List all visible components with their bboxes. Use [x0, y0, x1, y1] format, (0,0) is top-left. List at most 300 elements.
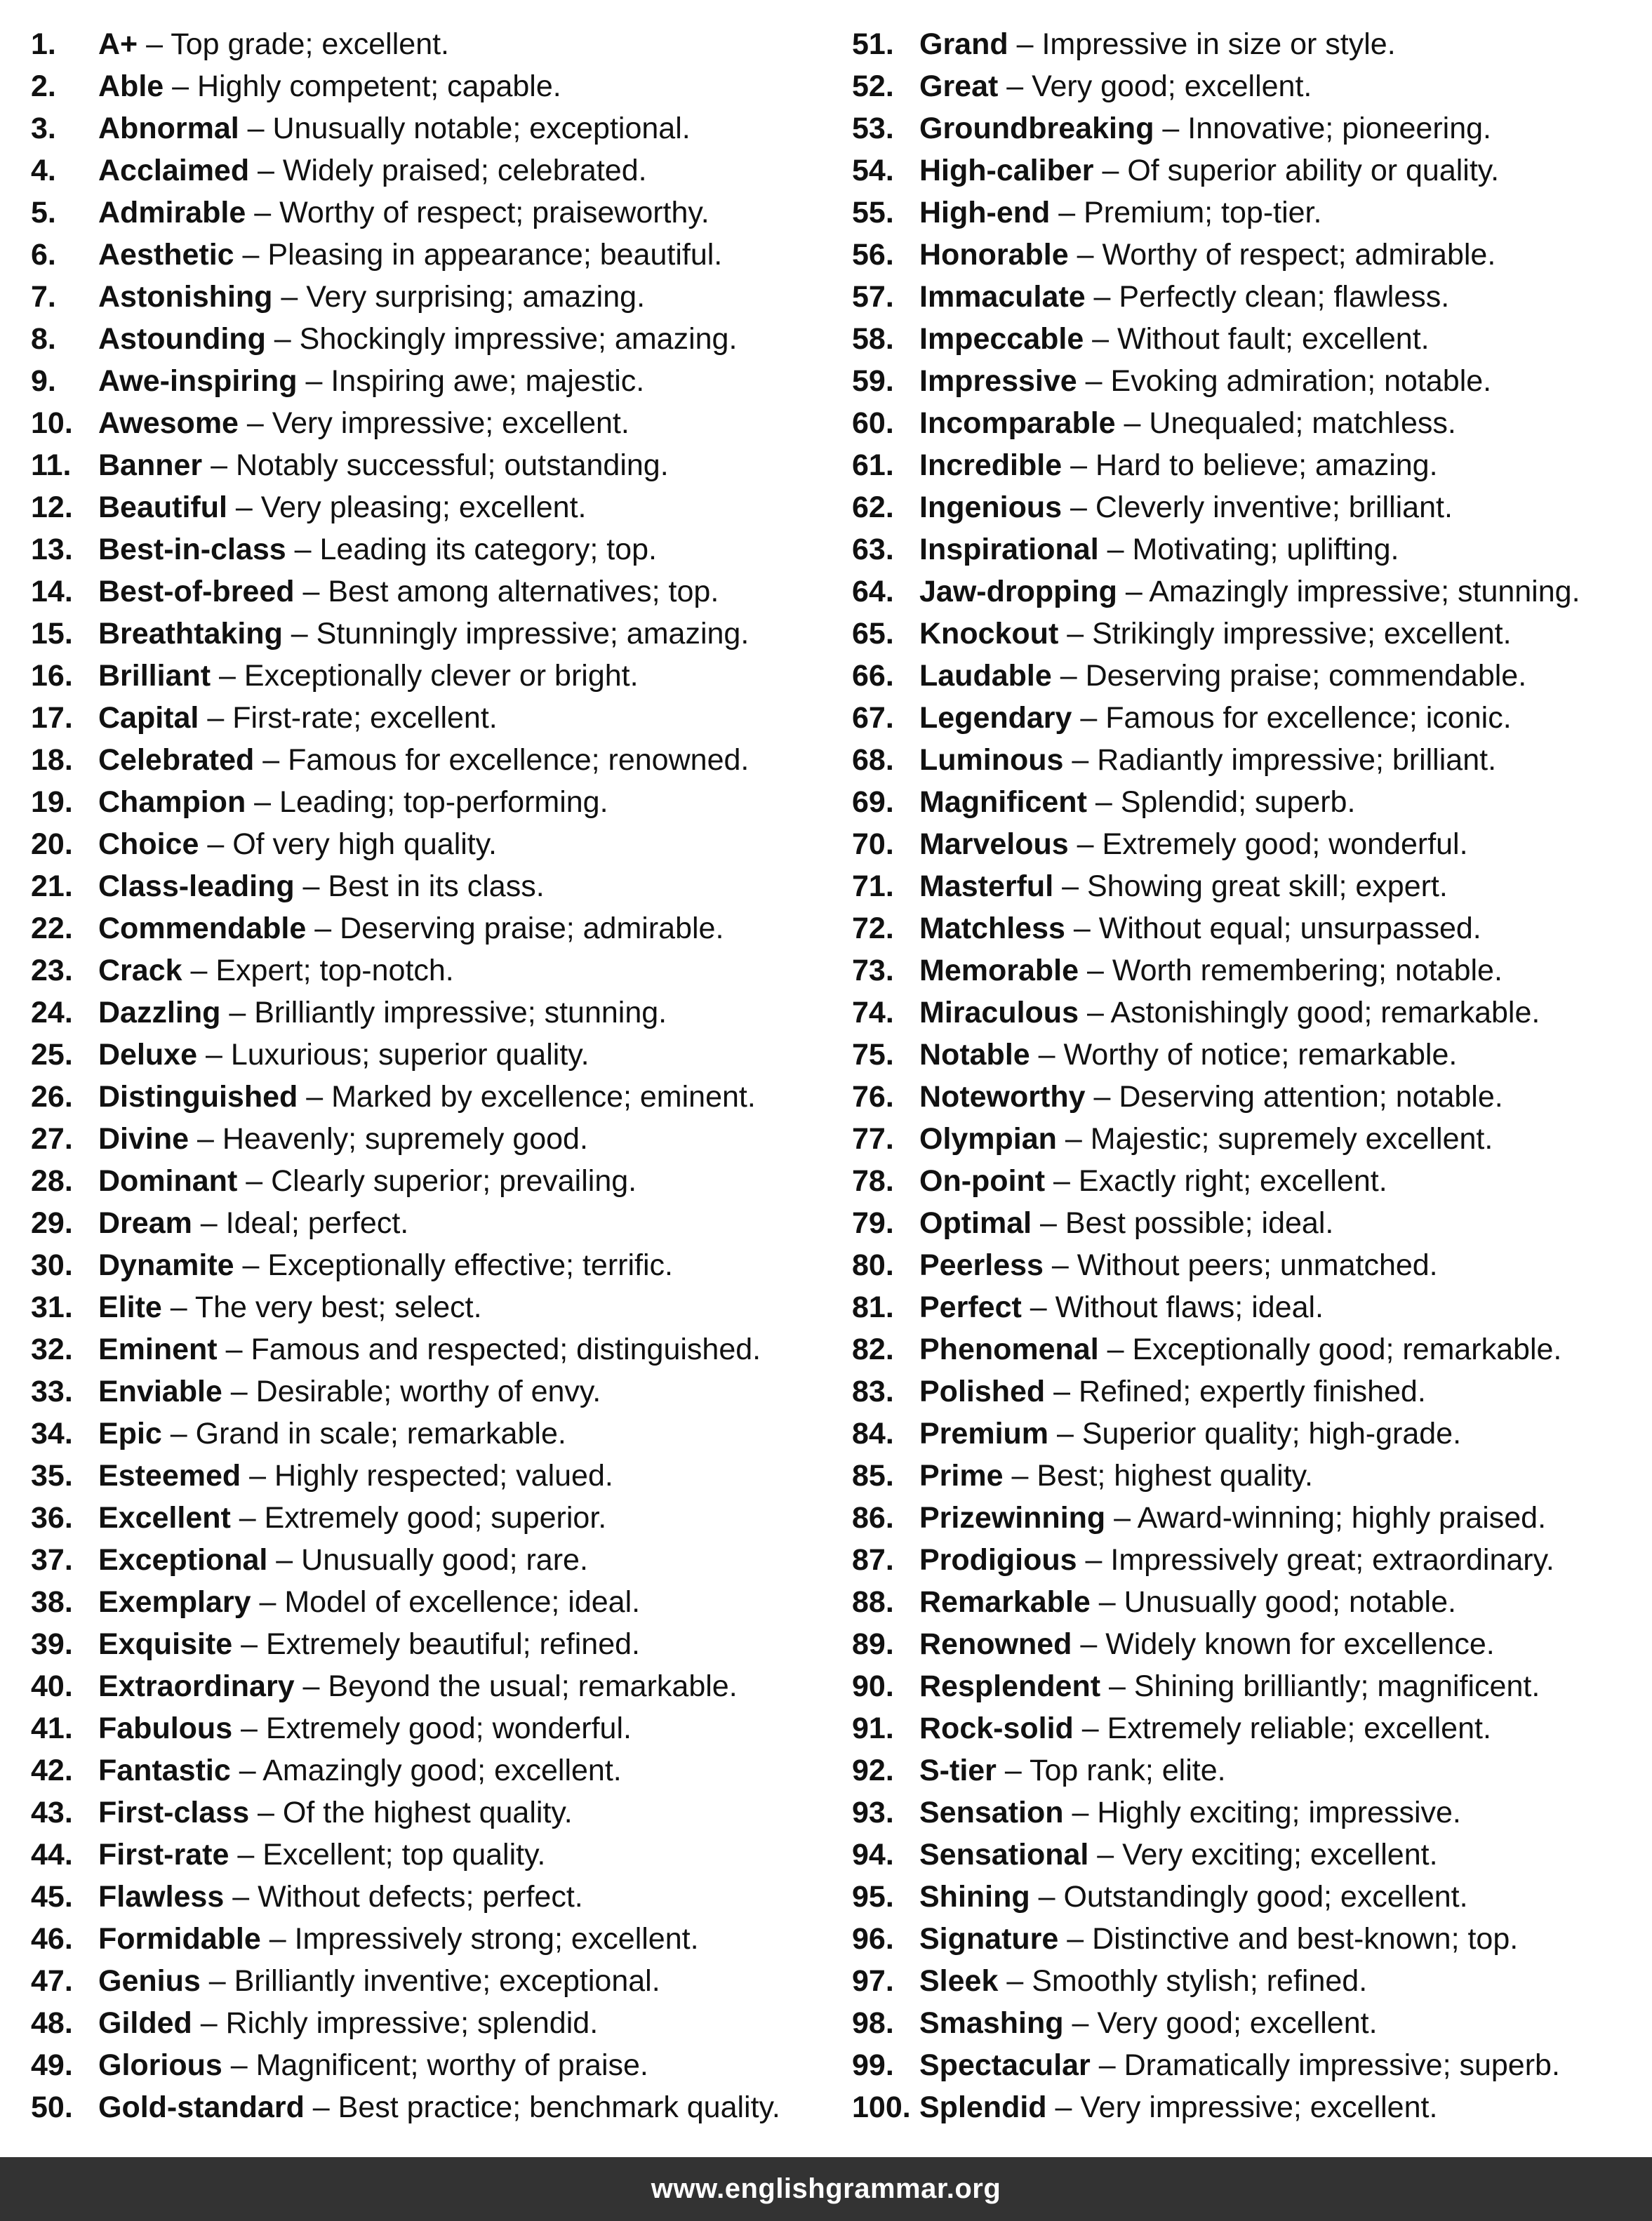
item-definition: Superior quality; high-grade. [1081, 1417, 1462, 1450]
item-separator: – [1084, 322, 1118, 356]
item-text [98, 823, 497, 865]
list-item [852, 65, 1638, 107]
item-separator: – [1117, 575, 1150, 608]
item-text [98, 107, 691, 149]
item-definition: Distinctive and best-known; top. [1092, 1922, 1519, 1956]
item-separator: – [229, 1838, 263, 1872]
item-definition: Very pleasing; excellent. [260, 491, 587, 524]
item-separator: – [282, 617, 317, 651]
item-text [919, 655, 1526, 697]
item-definition: Famous for excellence; iconic. [1105, 701, 1512, 735]
item-number: 5. [31, 196, 56, 229]
list-item [31, 2002, 852, 2044]
item-word: Formidable [98, 1922, 261, 1956]
item-number: 20. [31, 827, 73, 861]
item-number: 32. [31, 1333, 73, 1366]
item-word: High-caliber [919, 154, 1094, 187]
list-item [31, 865, 852, 907]
item-word: Brilliant [98, 659, 211, 693]
item-definition: Very good; excellent. [1032, 69, 1312, 103]
list-item [31, 318, 852, 360]
item-separator: – [161, 1417, 196, 1450]
item-text [919, 1118, 1493, 1160]
item-definition: Marked by excellence; eminent. [331, 1080, 756, 1114]
item-separator: – [1045, 1375, 1079, 1408]
item-word: Incomparable [919, 406, 1116, 440]
item-word: Epic [98, 1417, 162, 1450]
list-item [31, 1918, 852, 1960]
item-number: 17. [31, 701, 73, 735]
item-word: Abnormal [98, 112, 239, 145]
item-number: 26. [31, 1080, 73, 1114]
item-definition: Extremely reliable; excellent. [1107, 1712, 1491, 1745]
item-number: 58. [852, 322, 894, 356]
item-separator: – [1030, 1880, 1064, 1914]
item-word: Beautiful [98, 491, 227, 524]
item-definition: Best in its class. [328, 869, 545, 903]
website-link[interactable]: www.englishgrammar.org [651, 2173, 1001, 2204]
item-separator: – [197, 1038, 231, 1072]
item-number: 24. [31, 996, 73, 1029]
item-separator: – [1008, 27, 1042, 61]
item-text [919, 318, 1430, 360]
item-word: Best-in-class [98, 533, 286, 566]
item-text [98, 655, 639, 697]
item-definition: Award-winning; highly praised. [1137, 1501, 1547, 1535]
item-text [919, 739, 1496, 781]
item-number: 97. [852, 1964, 894, 1998]
list-item [852, 1539, 1638, 1581]
item-number: 25. [31, 1038, 73, 1072]
list-item [31, 1286, 852, 1328]
item-definition: Leading; top-performing. [279, 785, 608, 819]
item-number: 78. [852, 1164, 894, 1198]
item-separator: – [306, 912, 340, 945]
item-definition: Best among alternatives; top. [328, 575, 719, 608]
item-word: Admirable [98, 196, 246, 229]
item-separator: – [294, 869, 328, 903]
item-separator: – [1098, 533, 1133, 566]
item-word: Great [919, 69, 999, 103]
item-number: 61. [852, 448, 894, 482]
list-item [852, 992, 1638, 1034]
item-word: Polished [919, 1375, 1046, 1408]
item-number: 72. [852, 912, 894, 945]
item-text [919, 865, 1448, 907]
item-definition: Shining brilliantly; magnificent. [1133, 1669, 1540, 1703]
item-word: Impressive [919, 364, 1077, 398]
item-separator: – [286, 533, 320, 566]
item-definition: Of the highest quality. [282, 1796, 573, 1829]
item-text [98, 1539, 588, 1581]
item-word: Celebrated [98, 743, 255, 777]
item-separator: – [200, 1964, 234, 1998]
item-number: 2. [31, 69, 56, 103]
item-text [98, 2086, 780, 2128]
item-number: 49. [31, 2048, 73, 2082]
item-text [98, 1749, 622, 1792]
item-definition: Brilliantly impressive; stunning. [254, 996, 667, 1029]
item-number: 52. [852, 69, 894, 103]
item-text [919, 1455, 1313, 1497]
item-text [919, 1876, 1468, 1918]
item-definition: Deserving attention; notable. [1119, 1080, 1503, 1114]
item-word: Peerless [919, 1248, 1044, 1282]
item-definition: Impressively great; extraordinary. [1110, 1543, 1554, 1577]
item-word: Noteworthy [919, 1080, 1086, 1114]
item-word: Phenomenal [919, 1333, 1099, 1366]
item-text [98, 360, 644, 402]
item-separator: – [1050, 196, 1084, 229]
item-number: 64. [852, 575, 894, 608]
item-number: 41. [31, 1712, 73, 1745]
list-item [852, 1034, 1638, 1076]
item-word: Grand [919, 27, 1008, 61]
item-text [919, 697, 1512, 739]
item-definition: Richly impressive; splendid. [225, 2006, 599, 2040]
item-separator: – [1073, 1712, 1107, 1745]
item-text [919, 1076, 1503, 1118]
item-word: Dynamite [98, 1248, 234, 1282]
item-separator: – [1068, 827, 1103, 861]
item-word: Astonishing [98, 280, 273, 314]
item-definition: Amazingly impressive; stunning. [1149, 575, 1580, 608]
item-text [919, 1960, 1367, 2002]
footer-bar [0, 2157, 1652, 2221]
item-word: Impeccable [919, 322, 1084, 356]
list-item [31, 1034, 852, 1076]
item-number: 53. [852, 112, 894, 145]
item-separator: – [251, 1585, 285, 1619]
list-item [31, 781, 852, 823]
item-number: 16. [31, 659, 73, 693]
item-word: Remarkable [919, 1585, 1091, 1619]
item-number: 100. [852, 2090, 911, 2124]
item-separator: – [1085, 1080, 1119, 1114]
list-item [852, 1286, 1638, 1328]
item-definition: Top rank; elite. [1029, 1754, 1226, 1787]
list-item [852, 1834, 1638, 1876]
list-item [31, 739, 852, 781]
list-item [852, 1876, 1638, 1918]
item-separator: – [164, 69, 197, 103]
item-definition: Motivating; uplifting. [1132, 533, 1399, 566]
item-definition: Of superior ability or quality. [1127, 154, 1500, 187]
list-item [852, 402, 1638, 444]
item-separator: – [1090, 1585, 1124, 1619]
item-word: Choice [98, 827, 199, 861]
item-word: Excellent [98, 1501, 231, 1535]
item-word: On-point [919, 1164, 1046, 1198]
item-text [98, 402, 630, 444]
item-separator: – [249, 154, 283, 187]
item-word: Premium [919, 1417, 1049, 1450]
item-number: 66. [852, 659, 894, 693]
item-number: 39. [31, 1627, 73, 1661]
item-definition: Astonishingly good; remarkable. [1110, 996, 1540, 1029]
list-item [852, 318, 1638, 360]
item-separator: – [1021, 1290, 1055, 1324]
item-word: Ingenious [919, 491, 1063, 524]
item-definition: Very impressive; excellent. [272, 406, 630, 440]
item-text [919, 1244, 1438, 1286]
item-text [98, 486, 587, 528]
item-number: 40. [31, 1669, 73, 1703]
item-text [98, 1328, 761, 1370]
list-item [852, 486, 1638, 528]
item-word: Dominant [98, 1164, 238, 1198]
list-item [852, 655, 1638, 697]
list-item [852, 739, 1638, 781]
list-item [31, 276, 852, 318]
item-word: Exceptional [98, 1543, 268, 1577]
item-definition: Exceptionally effective; terrific. [267, 1248, 673, 1282]
list-item [31, 1623, 852, 1665]
item-word: Olympian [919, 1122, 1057, 1156]
list-item [852, 1792, 1638, 1834]
item-text [98, 1834, 545, 1876]
item-definition: Beyond the usual; remarkable. [328, 1669, 738, 1703]
item-definition: Widely praised; celebrated. [282, 154, 647, 187]
item-number: 87. [852, 1543, 894, 1577]
item-separator: – [1063, 743, 1098, 777]
list-item [852, 1076, 1638, 1118]
item-word: Perfect [919, 1290, 1022, 1324]
list-item [852, 528, 1638, 571]
item-definition: Deserving praise; admirable. [340, 912, 724, 945]
item-number: 30. [31, 1248, 73, 1282]
item-definition: Notably successful; outstanding. [235, 448, 669, 482]
item-separator: – [1115, 406, 1150, 440]
item-separator: – [298, 1080, 332, 1114]
list-item [31, 234, 852, 276]
item-word: First-class [98, 1796, 250, 1829]
item-number: 96. [852, 1922, 894, 1956]
item-definition: Showing great skill; expert. [1086, 869, 1448, 903]
item-text [919, 1623, 1495, 1665]
item-definition: Impressive in size or style. [1041, 27, 1396, 61]
item-text [98, 1413, 566, 1455]
item-definition: Unusually good; notable. [1124, 1585, 1456, 1619]
item-definition: Worthy of respect; admirable. [1102, 238, 1496, 272]
item-text [919, 781, 1355, 823]
item-text [98, 2044, 648, 2086]
list-item [31, 1202, 852, 1244]
item-number: 29. [31, 1206, 73, 1240]
item-text [919, 1539, 1554, 1581]
item-definition: Majestic; supremely excellent. [1090, 1122, 1493, 1156]
item-number: 83. [852, 1375, 894, 1408]
item-separator: – [297, 364, 331, 398]
list-item [31, 1539, 852, 1581]
item-definition: Unusually good; rare. [301, 1543, 588, 1577]
item-text [919, 528, 1399, 571]
item-word: Splendid [919, 2090, 1047, 2124]
item-text [919, 2086, 1437, 2128]
list-item [31, 528, 852, 571]
item-text [919, 992, 1540, 1034]
list-item [31, 1876, 852, 1918]
item-number: 47. [31, 1964, 73, 1998]
item-text [98, 528, 657, 571]
item-number: 43. [31, 1796, 73, 1829]
item-separator: – [1056, 1122, 1091, 1156]
list-item [31, 907, 852, 949]
item-number: 82. [852, 1333, 894, 1366]
item-text [98, 65, 561, 107]
item-separator: – [1048, 1417, 1082, 1450]
item-definition: Perfectly clean; flawless. [1119, 280, 1450, 314]
item-text [98, 276, 645, 318]
item-definition: Heavenly; supremely good. [222, 1122, 588, 1156]
item-word: Honorable [919, 238, 1069, 272]
item-number: 14. [31, 575, 73, 608]
item-word: Incredible [919, 448, 1063, 482]
item-word: Deluxe [98, 1038, 198, 1072]
item-word: Genius [98, 1964, 201, 1998]
item-separator: – [1058, 617, 1093, 651]
item-separator: – [232, 1712, 266, 1745]
item-text [919, 192, 1321, 234]
list-item [852, 2002, 1638, 2044]
item-number: 55. [852, 196, 894, 229]
item-text [98, 1034, 589, 1076]
item-number: 60. [852, 406, 894, 440]
item-definition: Best practice; benchmark quality. [338, 2090, 780, 2124]
item-definition: Luxurious; superior quality. [230, 1038, 589, 1072]
item-word: Divine [98, 1122, 189, 1156]
list-item [852, 1497, 1638, 1539]
item-separator: – [1098, 1333, 1133, 1366]
item-number: 98. [852, 2006, 894, 2040]
list-item [852, 823, 1638, 865]
item-definition: Pleasing in appearance; beautiful. [267, 238, 723, 272]
item-definition: Premium; top-tier. [1084, 196, 1322, 229]
item-text [919, 823, 1468, 865]
item-definition: Extremely beautiful; refined. [265, 1627, 640, 1661]
item-separator: – [1058, 1922, 1093, 1956]
list-item [31, 444, 852, 486]
item-text [919, 486, 1453, 528]
item-number: 54. [852, 154, 894, 187]
list-item [852, 1455, 1638, 1497]
item-definition: Famous for excellence; renowned. [288, 743, 750, 777]
list-item [31, 149, 852, 192]
list-item [852, 1202, 1638, 1244]
item-text [98, 907, 724, 949]
item-separator: – [232, 1627, 266, 1661]
item-text [919, 1034, 1457, 1076]
item-text [98, 865, 545, 907]
item-definition: Highly respected; valued. [274, 1459, 613, 1493]
item-number: 35. [31, 1459, 73, 1493]
item-number: 51. [852, 27, 894, 61]
item-number: 80. [852, 1248, 894, 1282]
list-item [852, 1118, 1638, 1160]
item-text [919, 2002, 1378, 2044]
item-text [98, 1792, 573, 1834]
item-definition: Worthy of respect; praiseworthy. [279, 196, 710, 229]
item-definition: Without equal; unsurpassed. [1098, 912, 1481, 945]
list-item [31, 949, 852, 992]
item-number: 28. [31, 1164, 73, 1198]
item-separator: – [267, 1543, 302, 1577]
list-item [31, 2044, 852, 2086]
item-word: Champion [98, 785, 246, 819]
item-word: Distinguished [98, 1080, 298, 1114]
item-text [919, 65, 1312, 107]
item-number: 90. [852, 1669, 894, 1703]
list-item [852, 571, 1638, 613]
item-separator: – [1088, 1838, 1123, 1872]
list-item [31, 1160, 852, 1202]
item-separator: – [1100, 1669, 1134, 1703]
item-word: S-tier [919, 1754, 997, 1787]
list-item [31, 1834, 852, 1876]
item-definition: Exceptionally good; remarkable. [1132, 1333, 1562, 1366]
item-separator: – [1030, 1038, 1064, 1072]
item-text [919, 23, 1396, 65]
list-item [852, 1749, 1638, 1792]
item-word: Fabulous [98, 1712, 233, 1745]
item-separator: – [1063, 1796, 1098, 1829]
item-definition: Very exciting; excellent. [1122, 1838, 1438, 1872]
item-text [919, 571, 1580, 613]
item-separator: – [192, 1206, 226, 1240]
item-text [98, 739, 749, 781]
item-definition: Extremely good; wonderful. [265, 1712, 632, 1745]
word-list-right-column [852, 23, 1638, 2128]
item-number: 15. [31, 617, 73, 651]
item-text [919, 1665, 1540, 1707]
item-text [98, 1118, 588, 1160]
item-number: 22. [31, 912, 73, 945]
list-item [31, 1244, 852, 1286]
item-separator: – [217, 1333, 251, 1366]
item-number: 37. [31, 1543, 73, 1577]
list-item [852, 949, 1638, 992]
item-word: Groundbreaking [919, 112, 1154, 145]
item-word: First-rate [98, 1838, 229, 1872]
item-definition: Highly competent; capable. [197, 69, 561, 103]
item-word: Luminous [919, 743, 1064, 777]
item-definition: Unusually notable; exceptional. [272, 112, 691, 145]
item-separator: – [230, 1754, 263, 1787]
item-text [98, 1581, 640, 1623]
item-separator: – [1086, 785, 1121, 819]
item-number: 46. [31, 1922, 73, 1956]
item-number: 74. [852, 996, 894, 1029]
item-number: 93. [852, 1796, 894, 1829]
item-word: Rock-solid [919, 1712, 1074, 1745]
item-number: 4. [31, 154, 56, 187]
item-definition: Innovative; pioneering. [1187, 112, 1491, 145]
item-definition: Exceptionally clever or bright. [244, 659, 639, 693]
item-word: Masterful [919, 869, 1054, 903]
item-separator: – [1090, 2048, 1124, 2082]
item-number: 11. [31, 448, 72, 482]
list-item [31, 1328, 852, 1370]
item-separator: – [1093, 154, 1128, 187]
item-number: 48. [31, 2006, 73, 2040]
item-definition: Refined; expertly finished. [1079, 1375, 1426, 1408]
item-separator: – [1053, 869, 1087, 903]
item-text [98, 1876, 583, 1918]
item-text [98, 1244, 673, 1286]
list-item [852, 1918, 1638, 1960]
item-definition: Brilliantly inventive; exceptional. [234, 1964, 660, 1998]
word-list-left-column [31, 23, 852, 2128]
